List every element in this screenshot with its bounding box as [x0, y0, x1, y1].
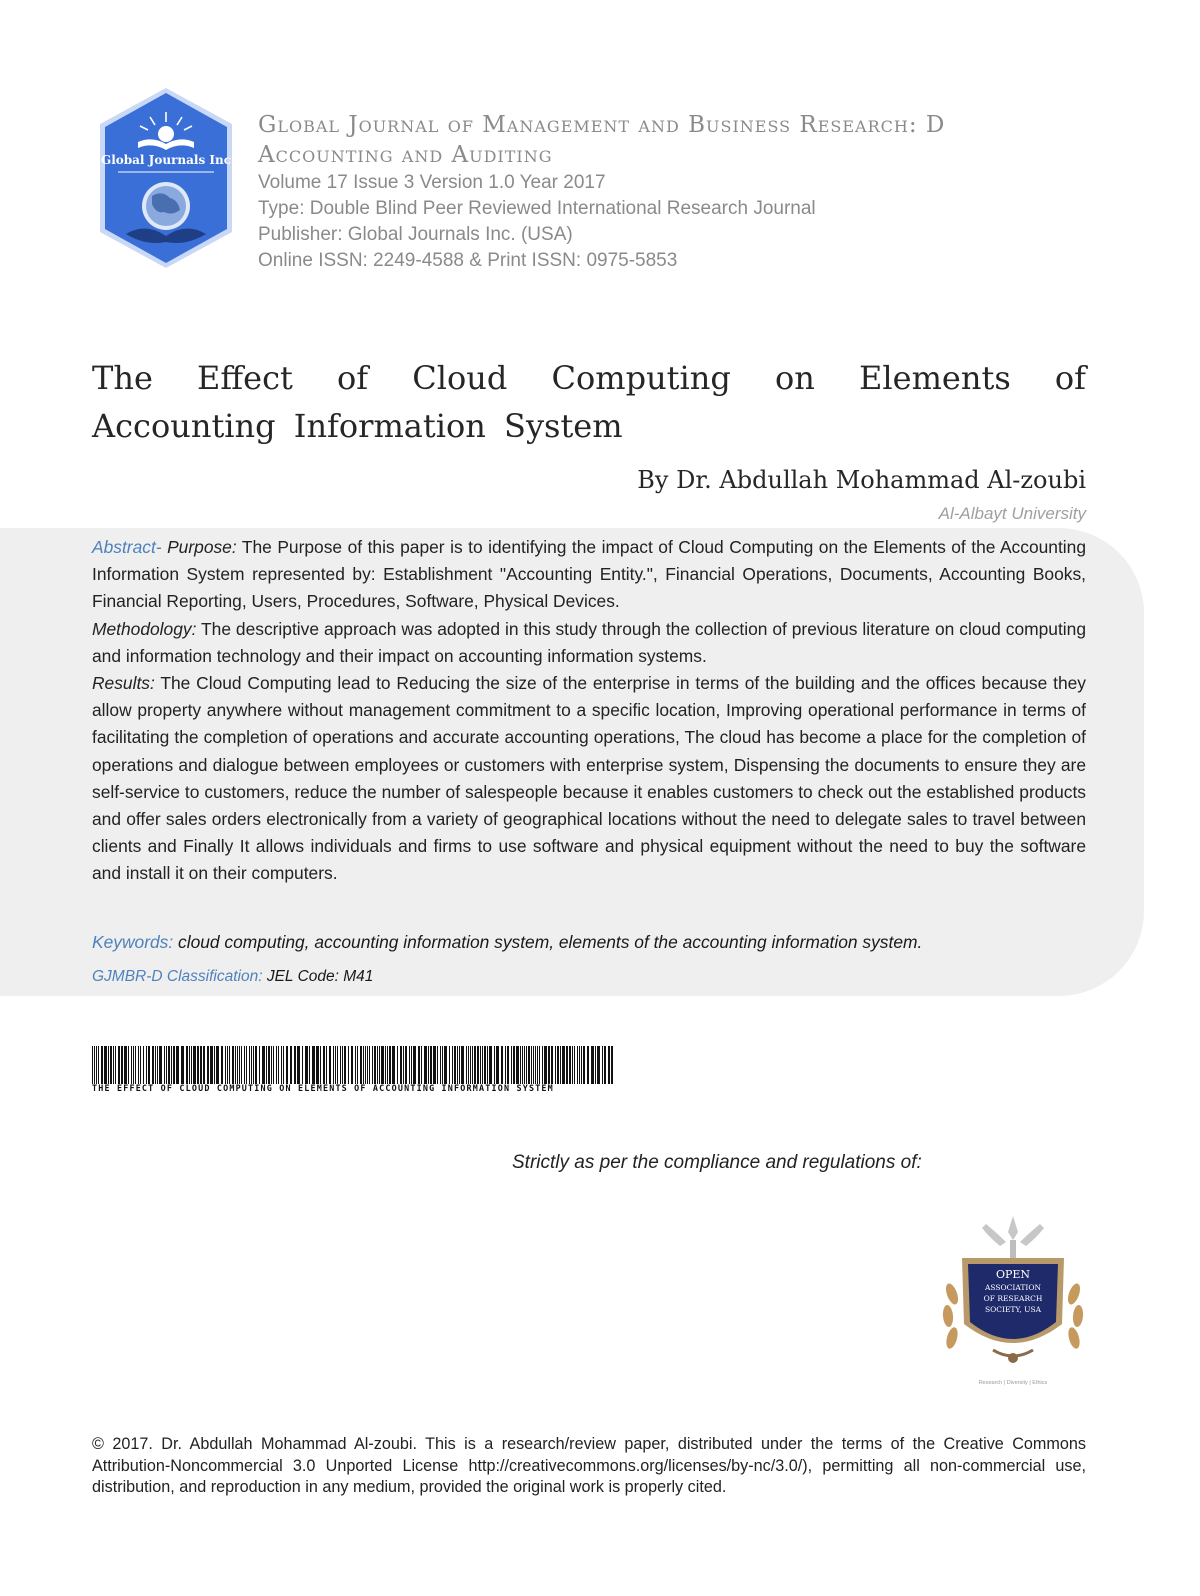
barcode-bar — [409, 1046, 410, 1084]
barcode-bar — [365, 1046, 366, 1084]
barcode-bar — [186, 1046, 188, 1084]
barcode-bar — [276, 1046, 277, 1084]
barcode-bar — [273, 1046, 274, 1084]
barcode-bar — [411, 1046, 412, 1084]
barcode-bar — [197, 1046, 199, 1084]
barcode-bar — [171, 1046, 172, 1084]
barcode-bar — [480, 1046, 481, 1084]
barcode-bar — [108, 1046, 109, 1084]
barcode-bar — [577, 1046, 578, 1084]
barcode-bar — [268, 1046, 270, 1084]
seal-line3: OF RESEARCH — [983, 1294, 1043, 1303]
barcode-bar — [542, 1046, 543, 1084]
keywords-text: cloud computing, accounting information system, elements of the accounting information system. — [173, 932, 923, 952]
barcode-bar — [148, 1046, 150, 1084]
seal-line2: ASSOCIATION — [984, 1283, 1042, 1292]
barcode-bar — [249, 1046, 250, 1084]
barcode-bar — [159, 1046, 162, 1084]
barcode-bar — [326, 1046, 327, 1084]
barcode-bar — [482, 1046, 483, 1084]
license-notice: © 2017. Dr. Abdullah Mohammad Al-zoubi. This is a research/review paper, distributed under the terms of the Creative Commons Attribution-Noncommercial 3.0 Unported License http://creativecommons.org/licenses/by-nc/3.0/), permitting all non-commercial use, distribution, and reproduction in any medium, provided the original work is properly cited. — [92, 1435, 1086, 1497]
barcode-bar — [403, 1046, 404, 1084]
barcode-bar — [397, 1046, 398, 1084]
barcode-bar — [214, 1046, 215, 1084]
barcode-bar — [367, 1046, 368, 1084]
barcode-bar — [344, 1046, 346, 1084]
barcode-bar — [574, 1046, 575, 1084]
results-text: The Cloud Computing lead to Reducing the size of the enterprise in terms of the building and the offices because they allow property anywhere without management commitment to a specific location, Improving operational performance in terms of facilitating the completion of operations and accurate accounting operations, The cloud has become a place for the completion of operations and dialogue between employees or customers with enterprise system, Dispensing the documents to ensure they are self-service to customers, reduce the number of salespeople because it enables customers to check out the established products and offer sales orders electronically from a variety of geographical locations without the need to delegate sales to travel between clients and Finally It allows individuals and firms to use software and physical equipment without the need to buy the software and install it on their computers. — [92, 673, 1086, 884]
barcode-bar — [146, 1046, 147, 1084]
barcode-bar — [602, 1046, 603, 1084]
classification — [92, 968, 373, 986]
open-association-seal — [938, 1212, 1088, 1388]
barcode-bar — [235, 1046, 236, 1084]
barcode-bar — [531, 1046, 532, 1084]
author-affiliation: Al-Albayt University — [938, 504, 1086, 523]
barcode-bar — [597, 1046, 600, 1084]
purpose-label: Purpose: — [161, 537, 237, 557]
journal-header — [258, 110, 1138, 274]
barcode-bar — [548, 1046, 550, 1084]
barcode-bar — [470, 1046, 471, 1084]
keywords — [92, 930, 1086, 954]
barcode-bar — [551, 1046, 553, 1084]
barcode-bar — [418, 1046, 420, 1084]
barcode-bar — [355, 1046, 356, 1084]
barcode-bar — [560, 1046, 561, 1084]
barcode-bar — [360, 1046, 362, 1084]
barcode-bar — [595, 1046, 596, 1084]
barcode-bar — [181, 1046, 184, 1084]
barcode-bar — [413, 1046, 416, 1084]
barcode-bar — [357, 1046, 358, 1084]
barcode-bar — [513, 1046, 515, 1084]
barcode-bar — [128, 1046, 129, 1084]
barcode-bar — [535, 1046, 536, 1084]
barcode-bar — [474, 1046, 476, 1084]
logo-text: Global Journals Inc — [100, 153, 232, 167]
barcode-bar — [244, 1046, 245, 1084]
barcode-bar — [290, 1046, 292, 1084]
barcode-bar — [333, 1046, 334, 1084]
barcode-bar — [520, 1046, 521, 1084]
barcode-bar — [604, 1046, 606, 1084]
barcode-bar — [118, 1046, 120, 1084]
barcode-bar — [489, 1046, 492, 1084]
barcode-bar — [101, 1046, 103, 1084]
barcode-bar — [259, 1046, 260, 1084]
barcode-bar — [312, 1046, 315, 1084]
barcode-bar — [424, 1046, 427, 1084]
barcode-bar — [484, 1046, 486, 1084]
barcode-bar — [241, 1046, 242, 1084]
barcode-bar — [232, 1046, 234, 1084]
barcode-bar — [454, 1046, 456, 1084]
barcode-bar — [210, 1046, 213, 1084]
barcode-bar — [440, 1046, 441, 1084]
barcode-bar — [459, 1046, 460, 1084]
barcode-bar — [302, 1046, 303, 1084]
journal-type: Type: Double Blind Peer Reviewed International Research Journal — [258, 198, 816, 219]
barcode-bar — [246, 1046, 247, 1084]
barcode-bar — [320, 1046, 321, 1084]
barcode-bar — [351, 1046, 353, 1084]
barcode-bar — [225, 1046, 226, 1084]
barcode-bar — [271, 1046, 272, 1084]
barcode-bar — [544, 1046, 547, 1084]
barcode-bar — [305, 1046, 308, 1084]
barcode-bar — [191, 1046, 192, 1084]
barcode-bar — [433, 1046, 436, 1084]
barcode-bar — [389, 1046, 391, 1084]
barcode-bar — [135, 1046, 136, 1084]
seal-line1: OPEN — [995, 1268, 1031, 1281]
barcode-bar — [579, 1046, 580, 1084]
barcode-bar — [372, 1046, 373, 1084]
barcode-bar — [377, 1046, 378, 1084]
barcode-bar — [516, 1046, 519, 1084]
barcode-bar — [309, 1046, 310, 1084]
barcode-bar — [581, 1046, 582, 1084]
barcode-bar — [152, 1046, 154, 1084]
abstract-purpose — [92, 534, 1086, 616]
compliance-statement: Strictly as per the compliance and regulations of: — [512, 1152, 922, 1173]
abstract-block — [92, 534, 1086, 888]
barcode-bar — [442, 1046, 443, 1084]
barcode-bar — [110, 1046, 112, 1084]
journal-volume: Volume 17 Issue 3 Version 1.0 Year 2017 — [258, 172, 606, 193]
keywords-label: Keywords: — [92, 932, 174, 952]
barcode-bar — [505, 1046, 506, 1084]
barcode-bar — [173, 1046, 175, 1084]
barcode-bar — [221, 1046, 223, 1084]
barcode-bar — [583, 1046, 585, 1084]
barcode-bar — [207, 1046, 209, 1084]
barcode-bar — [251, 1046, 252, 1084]
barcode-bar — [138, 1046, 139, 1084]
barcode-bar — [608, 1046, 610, 1084]
barcode-bar — [557, 1046, 559, 1084]
barcode-bar — [369, 1046, 370, 1084]
barcode-bar — [189, 1046, 190, 1084]
journal-title-line1: Global Journal of Management and Business Research: D — [258, 112, 946, 138]
barcode-bar — [468, 1046, 469, 1084]
barcode-bar — [562, 1046, 565, 1084]
barcode-bar — [203, 1046, 205, 1084]
barcode-bar — [124, 1046, 127, 1084]
barcode-bar — [133, 1046, 134, 1084]
barcode-bar — [104, 1046, 107, 1084]
barcode-bar — [340, 1046, 341, 1084]
barcode-bar — [94, 1046, 95, 1084]
global-journals-logo — [98, 86, 234, 270]
barcode-caption: THE EFFECT OF CLOUD COMPUTING ON ELEMENTS OF ACCOUNTING INFORMATION SYSTEM — [92, 1083, 554, 1093]
seal-motto: Research | Diversity | Ethics — [978, 1380, 1048, 1386]
barcode-bar — [611, 1046, 613, 1084]
barcode-bar — [96, 1046, 97, 1084]
barcode-bar — [323, 1046, 325, 1084]
barcode-bar — [113, 1046, 114, 1084]
barcode-bar — [461, 1046, 464, 1084]
barcode-bar — [392, 1046, 395, 1084]
paper-title: The Effect of Cloud Computing on Elements of Accounting Information System — [92, 359, 1086, 445]
classification-label: GJMBR-D Classification: — [92, 968, 263, 985]
barcode-bar — [155, 1046, 156, 1084]
barcode-bar — [496, 1046, 499, 1084]
barcode-bar — [335, 1046, 336, 1084]
barcode-bar — [176, 1046, 179, 1084]
barcode-bar — [449, 1046, 450, 1084]
barcode-bar — [281, 1046, 282, 1084]
methodology-text: The descriptive approach was adopted in this study through the collection of previous literature on cloud computing and information technology and their impact on accounting information systems. — [92, 618, 1086, 666]
purpose-text: The Purpose of this paper is to identifying the impact of Cloud Computing on the Elements of the Accounting Information System represented by: Establishment "Accounting Entity.", Financial Operations, Documents, Accounting Books, Financial Reporting, Users, Procedures, Software, Physical Devices. — [92, 537, 1086, 612]
barcode-bar — [200, 1046, 202, 1084]
barcode-bar — [253, 1046, 254, 1084]
barcode-bar — [591, 1046, 594, 1084]
barcode-bar — [494, 1046, 495, 1084]
barcode-bar — [239, 1046, 240, 1084]
results-label: Results: — [92, 673, 155, 694]
barcode-bar — [379, 1046, 380, 1084]
barcode-bar — [528, 1046, 530, 1084]
barcode-bar — [348, 1046, 349, 1084]
barcode-bar — [507, 1046, 509, 1084]
barcode-bar — [569, 1046, 571, 1084]
journal-title-line2: Accounting and Auditing — [258, 142, 553, 168]
barcode-bar — [572, 1046, 573, 1084]
barcode-bar — [444, 1046, 447, 1084]
barcode — [92, 1046, 614, 1084]
barcode-bar — [143, 1046, 144, 1084]
methodology-label: Methodology: — [92, 618, 197, 639]
barcode-bar — [587, 1046, 589, 1084]
abstract-label: Abstract- — [92, 537, 162, 557]
barcode-bar — [115, 1046, 116, 1084]
journal-publisher: Publisher: Global Journals Inc. (USA) — [258, 224, 573, 245]
barcode-bar — [472, 1046, 473, 1084]
barcode-bar — [466, 1046, 467, 1084]
barcode-bar — [229, 1046, 230, 1084]
barcode-bar — [193, 1046, 196, 1084]
barcode-bar — [555, 1046, 556, 1084]
seal-line4: SOCIETY, USA — [984, 1305, 1042, 1314]
barcode-bar — [255, 1046, 257, 1084]
barcode-bar — [237, 1046, 238, 1084]
classification-text: JEL Code: M41 — [262, 968, 374, 985]
barcode-bar — [430, 1046, 432, 1084]
barcode-bar — [337, 1046, 338, 1084]
barcode-bar — [363, 1046, 364, 1084]
barcode-bar — [216, 1046, 219, 1084]
barcode-bar — [297, 1046, 300, 1084]
barcode-bar — [387, 1046, 388, 1084]
barcode-bar — [266, 1046, 267, 1084]
barcode-bar — [421, 1046, 422, 1084]
barcode-bar — [522, 1046, 523, 1084]
barcode-bar — [400, 1046, 402, 1084]
barcode-bar — [452, 1046, 453, 1084]
barcode-bar — [131, 1046, 132, 1084]
barcode-bar — [533, 1046, 534, 1084]
barcode-bar — [294, 1046, 296, 1084]
barcode-bar — [381, 1046, 384, 1084]
barcode-bar — [405, 1046, 407, 1084]
barcode-bar — [537, 1046, 538, 1084]
barcode-bar — [262, 1046, 265, 1084]
barcode-bar — [140, 1046, 141, 1084]
barcode-bar — [92, 1046, 93, 1084]
barcode-bar — [157, 1046, 158, 1084]
barcode-bar — [385, 1046, 386, 1084]
barcode-bar — [501, 1046, 503, 1084]
barcode-bar — [329, 1046, 331, 1084]
journal-issn: Online ISSN: 2249-4588 & Print ISSN: 0975-5853 — [258, 250, 678, 271]
barcode-bar — [477, 1046, 479, 1084]
barcode-bar — [437, 1046, 438, 1084]
abstract-results — [92, 670, 1086, 888]
barcode-bar — [566, 1046, 568, 1084]
barcode-bar — [283, 1046, 284, 1084]
barcode-bar — [374, 1046, 376, 1084]
barcode-bar — [278, 1046, 279, 1084]
barcode-bar — [342, 1046, 343, 1084]
abstract-methodology — [92, 616, 1086, 670]
barcode-bar — [286, 1046, 288, 1084]
barcode-bar — [524, 1046, 525, 1084]
barcode-bar — [487, 1046, 488, 1084]
barcode-bar — [121, 1046, 123, 1084]
barcode-bar — [511, 1046, 512, 1084]
barcode-bar — [227, 1046, 228, 1084]
barcode-bar — [428, 1046, 429, 1084]
barcode-bar — [316, 1046, 319, 1084]
barcode-bar — [526, 1046, 527, 1084]
author-byline: By Dr. Abdullah Mohammad Al-zoubi — [637, 466, 1086, 494]
barcode-bar — [98, 1046, 99, 1084]
barcode-bar — [168, 1046, 170, 1084]
barcode-bar — [166, 1046, 167, 1084]
barcode-bar — [539, 1046, 540, 1084]
barcode-bar — [164, 1046, 165, 1084]
barcode-bar — [457, 1046, 458, 1084]
